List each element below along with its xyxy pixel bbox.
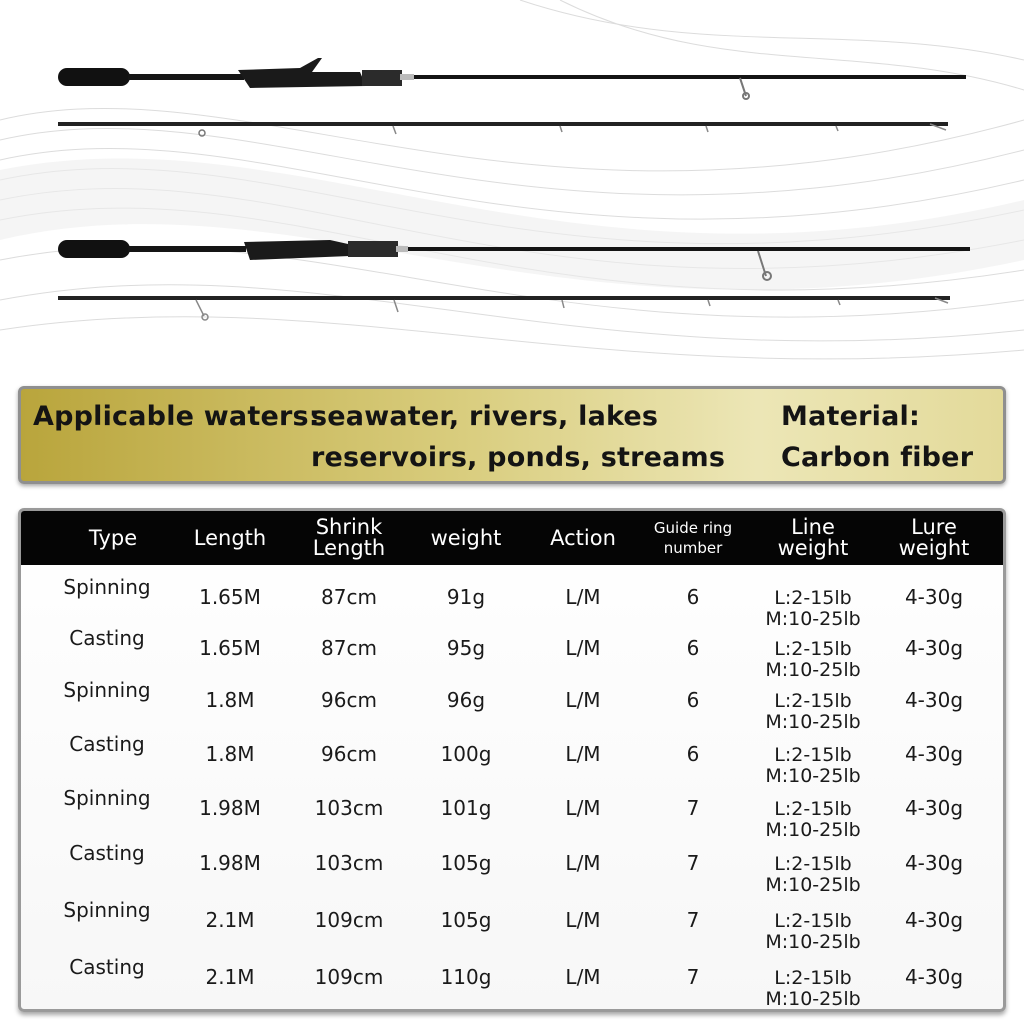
table-header <box>21 511 1003 565</box>
table-row <box>21 733 1003 787</box>
casting-rod-tip <box>58 122 948 136</box>
cell-guide-rings: 6 <box>686 742 700 766</box>
waters-label: Applicable waters: <box>33 401 320 432</box>
cell-action: L/M <box>565 965 601 989</box>
cell-weight: 100g <box>440 742 492 766</box>
table-row <box>21 956 1003 1010</box>
cell-line-weight-medium: M:10-25lb <box>765 819 861 841</box>
cell-type: Spinning <box>63 575 151 599</box>
cell-shrink-length: 87cm <box>321 636 377 660</box>
waters-line-1: seawater, rivers, lakes <box>311 401 659 432</box>
table-row <box>21 679 1003 733</box>
cell-length: 2.1M <box>205 908 255 932</box>
table-row <box>21 576 1003 630</box>
info-banner <box>18 386 1006 484</box>
cell-lure-weight: 4-30g <box>904 965 964 989</box>
cell-guide-rings: 7 <box>686 851 700 875</box>
cell-weight: 105g <box>440 851 492 875</box>
cell-guide-rings: 6 <box>686 636 700 660</box>
cell-lure-weight: 4-30g <box>904 742 964 766</box>
cell-action: L/M <box>565 908 601 932</box>
cell-line-weight-medium: M:10-25lb <box>765 988 861 1010</box>
cell-type: Casting <box>69 841 145 865</box>
cell-action: L/M <box>565 636 601 660</box>
cell-action: L/M <box>565 796 601 820</box>
cell-weight: 91g <box>446 585 486 609</box>
cell-line-weight-medium: M:10-25lb <box>765 931 861 953</box>
cell-weight: 105g <box>440 908 492 932</box>
material-value: Carbon fiber <box>781 442 974 473</box>
header-action: Action <box>550 525 616 550</box>
cell-length: 2.1M <box>205 965 255 989</box>
cell-lure-weight: 4-30g <box>904 908 964 932</box>
header-weight: weight <box>430 525 502 550</box>
cell-type: Casting <box>69 626 145 650</box>
cell-line-weight-medium: M:10-25lb <box>765 874 861 896</box>
cell-line-weight-medium: M:10-25lb <box>765 765 861 787</box>
cell-length: 1.65M <box>199 636 261 660</box>
table-row <box>21 899 1003 953</box>
cell-action: L/M <box>565 851 601 875</box>
spinning-rod-tip <box>58 296 950 320</box>
cell-length: 1.98M <box>199 796 261 820</box>
cell-line-weight-light: L:2-15lb <box>774 690 852 712</box>
table-row <box>21 627 1003 681</box>
cell-action: L/M <box>565 742 601 766</box>
cell-weight: 101g <box>440 796 492 820</box>
cell-line-weight-light: L:2-15lb <box>774 638 852 660</box>
cell-guide-rings: 6 <box>686 688 700 712</box>
cell-action: L/M <box>565 585 601 609</box>
cell-shrink-length: 109cm <box>314 965 384 989</box>
cell-line-weight-light: L:2-15lb <box>774 798 852 820</box>
material-label: Material: <box>781 401 920 432</box>
cell-length: 1.8M <box>205 688 255 712</box>
rods-illustration <box>0 0 1024 380</box>
cell-line-weight-light: L:2-15lb <box>774 744 852 766</box>
cell-line-weight-light: L:2-15lb <box>774 587 852 609</box>
cell-shrink-length: 109cm <box>314 908 384 932</box>
header-lure-weight: Lure weight <box>898 515 970 560</box>
cell-shrink-length: 103cm <box>314 851 384 875</box>
waters-line-2: reservoirs, ponds, streams <box>311 442 726 473</box>
cell-shrink-length: 103cm <box>314 796 384 820</box>
cell-guide-rings: 7 <box>686 796 700 820</box>
cell-lure-weight: 4-30g <box>904 851 964 875</box>
spinning-rod-butt <box>58 240 970 280</box>
cell-lure-weight: 4-30g <box>904 796 964 820</box>
header-guide-ring-number: Guide ring number <box>653 519 733 557</box>
cell-type: Spinning <box>63 898 151 922</box>
cell-type: Casting <box>69 955 145 979</box>
header-type: Type <box>88 525 138 550</box>
cell-line-weight-light: L:2-15lb <box>774 853 852 875</box>
cell-type: Spinning <box>63 786 151 810</box>
header-shrink-length: Shrink Length <box>312 515 386 560</box>
table-row <box>21 787 1003 841</box>
cell-length: 1.98M <box>199 851 261 875</box>
cell-line-weight-medium: M:10-25lb <box>765 711 861 733</box>
cell-action: L/M <box>565 688 601 712</box>
cell-lure-weight: 4-30g <box>904 585 964 609</box>
cell-line-weight-light: L:2-15lb <box>774 967 852 989</box>
cell-length: 1.65M <box>199 585 261 609</box>
header-length: Length <box>193 525 267 550</box>
spec-table <box>18 508 1006 1012</box>
cell-weight: 110g <box>440 965 492 989</box>
cell-line-weight-medium: M:10-25lb <box>765 608 861 630</box>
cell-guide-rings: 7 <box>686 965 700 989</box>
cell-lure-weight: 4-30g <box>904 636 964 660</box>
casting-rod-butt <box>58 58 966 99</box>
cell-weight: 96g <box>446 688 486 712</box>
header-line-weight: Line weight <box>777 515 849 560</box>
cell-length: 1.8M <box>205 742 255 766</box>
cell-type: Spinning <box>63 678 151 702</box>
cell-type: Casting <box>69 732 145 756</box>
table-row <box>21 842 1003 896</box>
cell-weight: 95g <box>446 636 486 660</box>
cell-shrink-length: 96cm <box>321 742 377 766</box>
cell-guide-rings: 6 <box>686 585 700 609</box>
cell-shrink-length: 87cm <box>321 585 377 609</box>
cell-guide-rings: 7 <box>686 908 700 932</box>
cell-shrink-length: 96cm <box>321 688 377 712</box>
cell-line-weight-medium: M:10-25lb <box>765 659 861 681</box>
cell-lure-weight: 4-30g <box>904 688 964 712</box>
cell-line-weight-light: L:2-15lb <box>774 910 852 932</box>
